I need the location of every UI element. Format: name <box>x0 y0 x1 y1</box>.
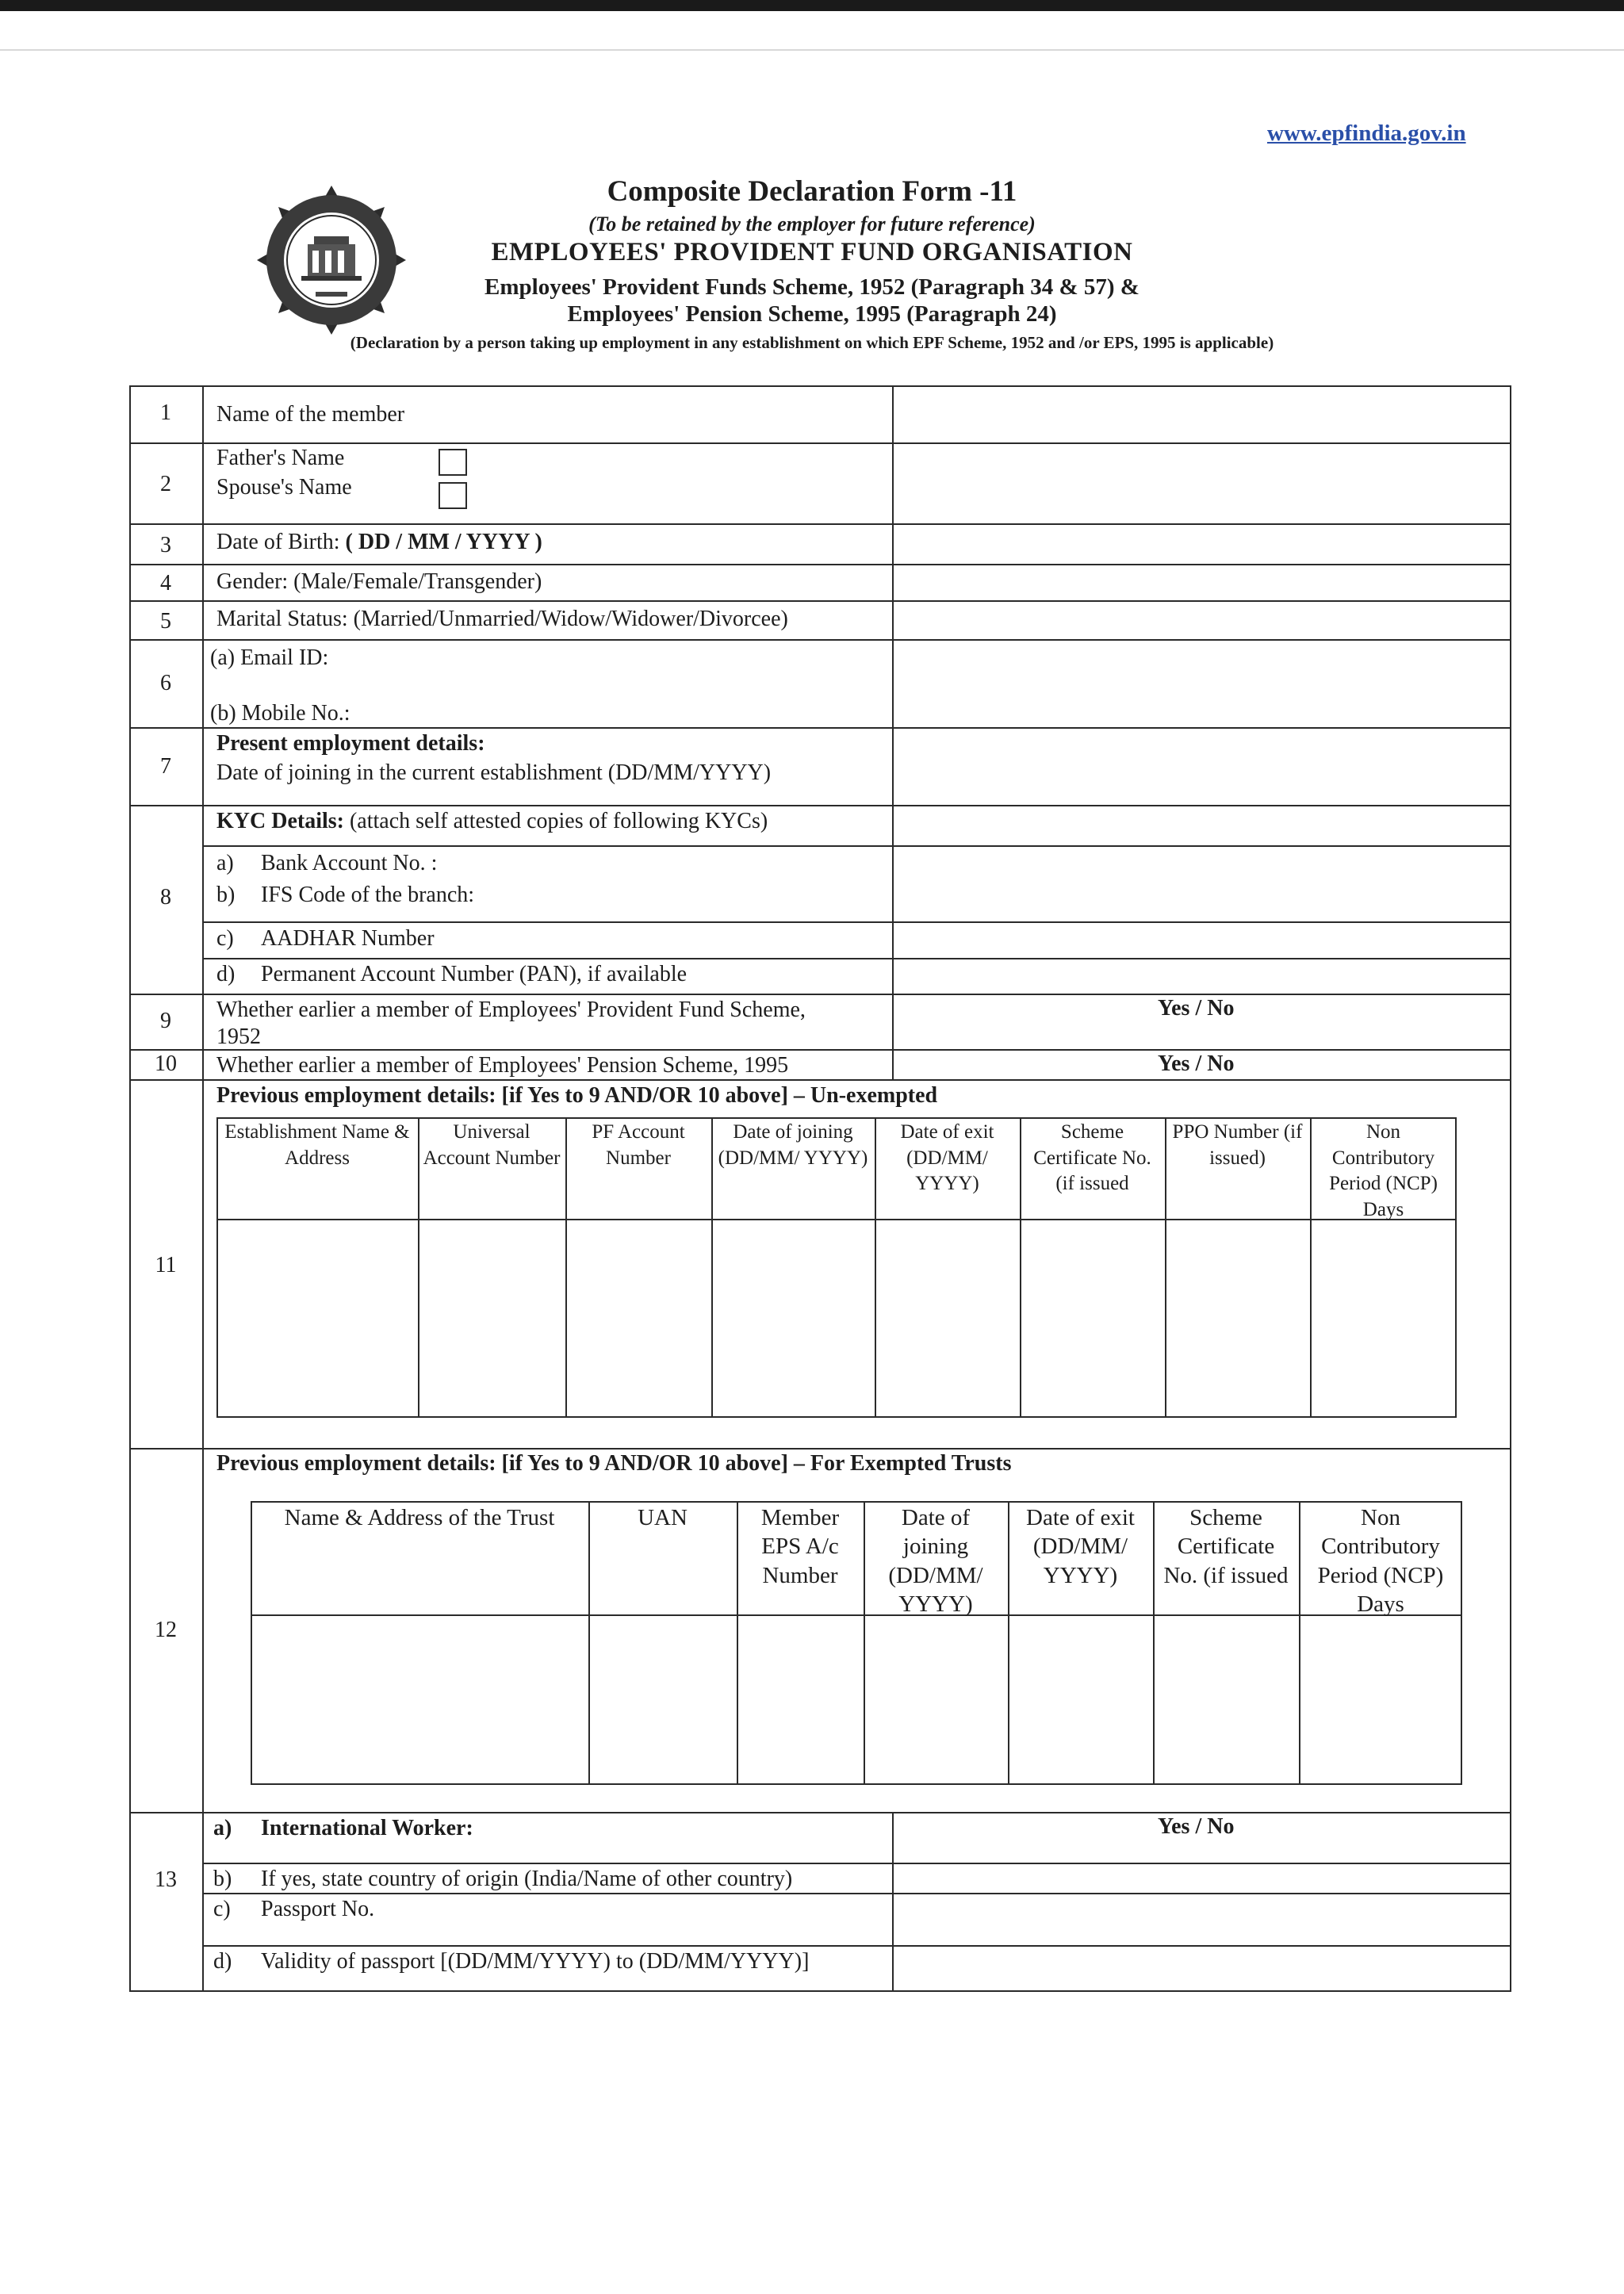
exempted-column-header: Non Contributory Period (NCP) Days <box>1317 1505 1444 1617</box>
exempted-col-line <box>1299 1501 1300 1785</box>
row-number: 2 <box>160 472 171 496</box>
dob-format: ( DD / MM / YYYY ) <box>345 530 542 554</box>
organisation-name: EMPLOYEES' PROVIDENT FUND ORGANISATION <box>491 238 1133 266</box>
row-line <box>129 1812 1511 1813</box>
row-line <box>129 1079 1511 1081</box>
present-employment-heading: Present employment details: <box>216 731 485 756</box>
mobile-label: (b) Mobile No.: <box>210 701 350 726</box>
row-number: 3 <box>160 533 171 557</box>
email-label: (a) Email ID: <box>210 645 329 670</box>
row-number: 12 <box>155 1618 177 1642</box>
unexempted-column-header: Universal Account Number <box>423 1121 561 1169</box>
intl-key: b) <box>213 1867 232 1891</box>
dob-field[interactable] <box>894 525 1509 563</box>
father-name-label: Father's Name <box>216 446 345 470</box>
country-of-origin-field[interactable] <box>894 1864 1509 1892</box>
kyc-heading-note: (attach self attested copies of following KYCs) <box>343 809 768 833</box>
father-spouse-name-field[interactable] <box>894 445 1509 523</box>
member-name-label: Name of the member <box>216 402 405 427</box>
row-number: 11 <box>155 1253 177 1277</box>
intl-key: c) <box>213 1897 231 1921</box>
kyc-key: a) <box>216 851 234 875</box>
eps-member-label: Whether earlier a member of Employees' Pension Scheme, 1995 <box>216 1053 789 1078</box>
intl-key: d) <box>213 1949 232 1974</box>
exempted-col-line <box>588 1501 590 1785</box>
exempted-column-header: Member EPS A/c Number <box>760 1505 840 1588</box>
pan-field[interactable] <box>894 959 1509 993</box>
epf-member-label-year: 1952 <box>216 1024 261 1049</box>
international-worker-yes-no[interactable]: Yes / No <box>1158 1814 1235 1839</box>
eps-member-yes-no[interactable]: Yes / No <box>1158 1051 1235 1076</box>
passport-no-field[interactable] <box>894 1894 1509 1944</box>
gender-field[interactable] <box>894 565 1509 599</box>
row-number: 13 <box>155 1867 177 1892</box>
date-of-joining-field[interactable] <box>894 729 1509 804</box>
form-subtitle: (To be retained by the employer for future reference) <box>588 213 1036 236</box>
unexempted-column-header: Non Contributory Period (NCP) Days <box>1329 1121 1438 1220</box>
unexempted-col-line <box>711 1117 713 1418</box>
kyc-key: b) <box>216 883 236 907</box>
dob-label <box>216 528 542 556</box>
website-link[interactable]: www.epfindia.gov.in <box>1267 121 1466 146</box>
kyc-key: c) <box>216 926 234 951</box>
exempted-column-header: Scheme Certificate No. (if issued <box>1163 1505 1289 1588</box>
unexempted-col-line <box>418 1117 419 1418</box>
bank-account-label: Bank Account No. : <box>261 851 438 875</box>
exempted-column-header: UAN <box>638 1505 688 1530</box>
epf-member-yes-no[interactable]: Yes / No <box>1158 996 1235 1021</box>
dob-label-text: Date of Birth: <box>216 530 346 554</box>
row-line <box>129 1990 1511 1992</box>
row-number: 8 <box>160 885 171 910</box>
row-number: 6 <box>160 671 171 695</box>
unexempted-header-line <box>216 1219 1457 1220</box>
marital-status-label: Marital Status: (Married/Unmarried/Widow/Widower/Divorcee) <box>216 607 788 631</box>
row-line <box>129 1049 1511 1051</box>
unexempted-col-line <box>875 1117 876 1418</box>
scheme-line-2: Employees' Pension Scheme, 1995 (Paragraph 24) <box>567 301 1057 327</box>
passport-validity-field[interactable] <box>894 1947 1509 1990</box>
unexempted-column-header: Date of joining (DD/MM/ YYYY) <box>718 1121 868 1169</box>
col-line <box>1510 385 1511 1992</box>
row-line <box>129 385 1511 387</box>
exempted-col-line <box>737 1501 738 1785</box>
kyc-heading-bold: KYC Details: <box>216 809 344 833</box>
aadhar-label: AADHAR Number <box>261 926 435 951</box>
exempted-column-header: Date of exit (DD/MM/ YYYY) <box>1026 1505 1135 1588</box>
intl-key: a) <box>213 1816 232 1840</box>
unexempted-heading: Previous employment details: [if Yes to 9 AND/OR 10 above] – Un-exempted <box>216 1083 938 1108</box>
scheme-line-1: Employees' Provident Funds Scheme, 1952 (Paragraph 34 & 57) & <box>485 274 1139 300</box>
col-line <box>892 1812 894 1992</box>
exempted-heading: Previous employment details: [if Yes to 9 AND/OR 10 above] – For Exempted Trusts <box>216 1451 1012 1476</box>
unexempted-col-line <box>1020 1117 1021 1418</box>
col-line <box>202 385 204 1992</box>
row-number: 9 <box>160 1009 171 1033</box>
row-line <box>129 994 1511 995</box>
row-number: 7 <box>160 754 171 779</box>
scan-top-border <box>0 0 1624 11</box>
exempted-column-header: Name & Address of the Trust <box>284 1505 555 1530</box>
spouse-name-label: Spouse's Name <box>216 475 352 500</box>
unexempted-col-line <box>1310 1117 1312 1418</box>
country-of-origin-label: If yes, state country of origin (India/Name of other country) <box>261 1867 793 1891</box>
epf-member-label: Whether earlier a member of Employees' Provident Fund Scheme, <box>216 998 806 1022</box>
kyc-heading <box>216 807 768 835</box>
form-title: Composite Declaration Form -11 <box>607 175 1017 208</box>
unexempted-column-header: Scheme Certificate No. (if issued <box>1033 1121 1151 1194</box>
international-worker-label: International Worker: <box>261 1816 473 1840</box>
unexempted-column-header: Establishment Name & Address <box>224 1121 410 1169</box>
declaration-note: (Declaration by a person taking up employment in any establishment on which EPF Scheme, 1952 and /or EPS, 1995 is applicable) <box>350 333 1274 352</box>
passport-validity-label: Validity of passport [(DD/MM/YYYY) to (DD/MM/YYYY)] <box>261 1949 810 1974</box>
unexempted-column-header: Date of exit (DD/MM/ YYYY) <box>900 1121 994 1194</box>
email-mobile-field[interactable] <box>894 641 1509 726</box>
scan-edge-line <box>0 49 1624 51</box>
kyc-key: d) <box>216 962 236 986</box>
aadhar-field[interactable] <box>894 923 1509 957</box>
col-line <box>892 385 894 1081</box>
ifs-code-label: IFS Code of the branch: <box>261 883 475 907</box>
member-name-field[interactable] <box>894 388 1509 442</box>
exempted-column-header: Date of joining (DD/MM/ YYYY) <box>888 1505 983 1617</box>
row-number: 1 <box>160 400 171 425</box>
father-name-checkbox[interactable] <box>439 449 467 476</box>
exempted-col-line <box>1153 1501 1155 1785</box>
exempted-col-line <box>864 1501 865 1785</box>
unexempted-column-header: PF Account Number <box>592 1121 685 1169</box>
unexempted-col-line <box>1165 1117 1166 1418</box>
exempted-header-line <box>251 1614 1462 1616</box>
date-of-joining-label: Date of joining in the current establishment (DD/MM/YYYY) <box>216 760 772 785</box>
row-number: 10 <box>155 1051 177 1076</box>
bank-details-field[interactable] <box>894 847 1509 921</box>
exempted-col-line <box>1008 1501 1009 1785</box>
row-number: 5 <box>160 609 171 634</box>
gender-label: Gender: (Male/Female/Transgender) <box>216 569 542 594</box>
row-number: 4 <box>160 571 171 596</box>
passport-no-label: Passport No. <box>261 1897 375 1921</box>
unexempted-column-header: PPO Number (if issued) <box>1172 1121 1303 1169</box>
unexempted-col-line <box>565 1117 567 1418</box>
pan-label: Permanent Account Number (PAN), if available <box>261 962 688 986</box>
spouse-name-checkbox[interactable] <box>439 482 467 509</box>
marital-status-field[interactable] <box>894 602 1509 638</box>
row-line <box>129 805 1511 806</box>
